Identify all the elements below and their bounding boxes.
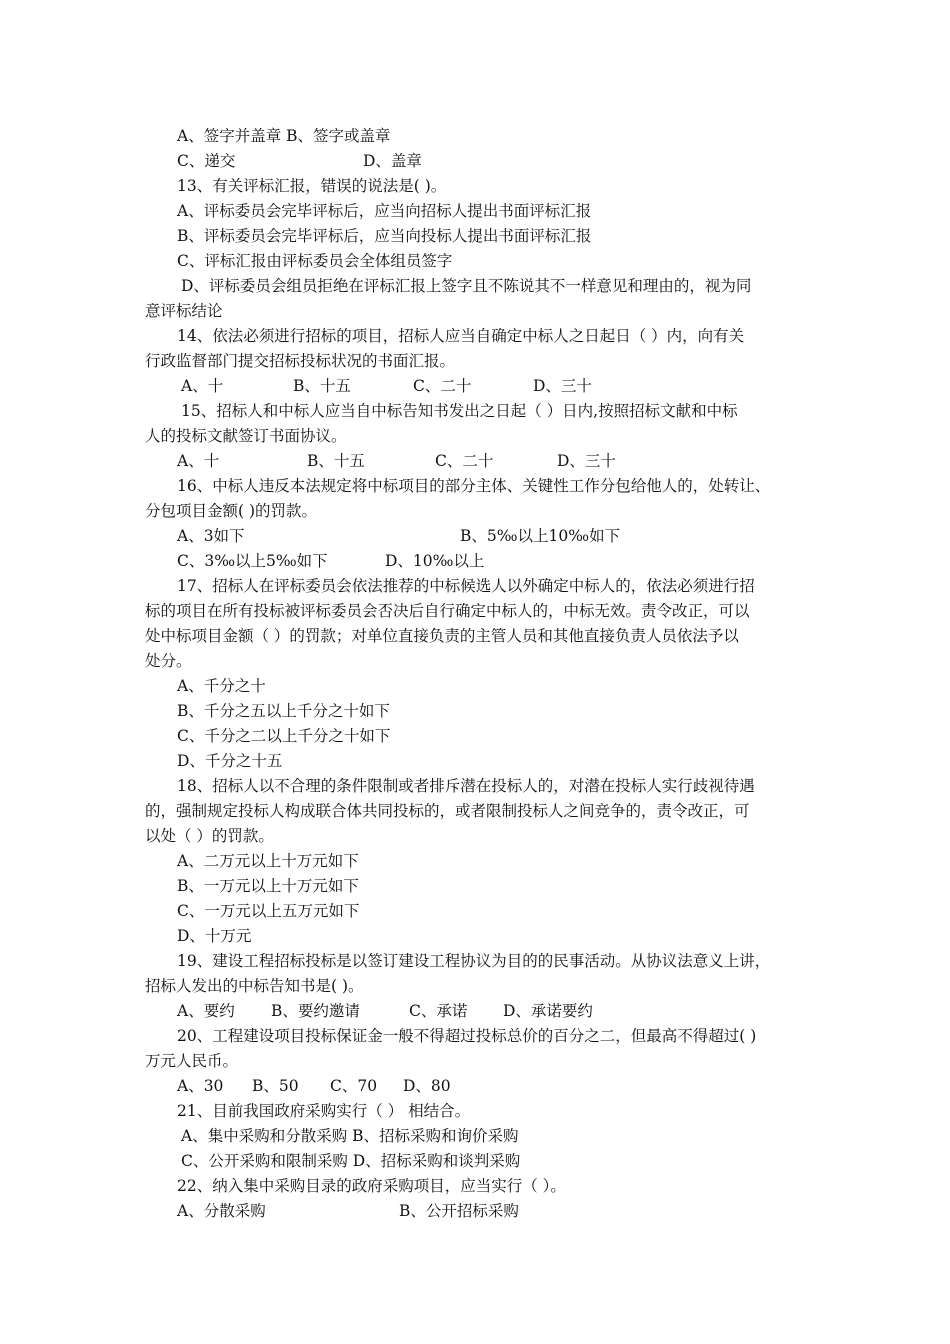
option-d: D、80 xyxy=(403,1077,451,1095)
option-d: D、承诺要约 xyxy=(503,1002,593,1020)
option-c: C、70 xyxy=(330,1077,378,1095)
option-row xyxy=(145,524,815,549)
option-a: A、要约 xyxy=(177,1002,235,1020)
option-row xyxy=(145,999,815,1024)
option-b: B、十五 xyxy=(307,452,365,470)
option-row xyxy=(145,549,815,574)
option-line: C、一万元以上五万元如下 xyxy=(177,902,360,920)
question-14: 14、依法必须进行招标的项目，招标人应当自确定中标人之日起日（ ）内，向有关 xyxy=(177,327,745,345)
option-d: D、盖章 xyxy=(363,152,422,170)
option-a: A、3如下 xyxy=(177,527,245,545)
option-d: D、三十 xyxy=(557,452,616,470)
option-line: B、一万元以上十万元如下 xyxy=(177,877,359,895)
option-b: B、要约邀请 xyxy=(271,1002,360,1020)
question-17: 17、招标人在评标委员会依法推荐的中标候选人以外确定中标人的，依法必须进行招 xyxy=(177,577,755,595)
question-15-cont: 人的投标文献签订书面协议。 xyxy=(145,427,347,445)
option-line: D、评标委员会组员拒绝在评标汇报上签字且不陈说其不一样意见和理由的，视为同 xyxy=(181,277,752,295)
option-line: A、签字并盖章 B、签字或盖章 xyxy=(177,127,391,145)
option-line: C、评标汇报由评标委员会全体组员签字 xyxy=(177,252,453,270)
option-b: B、50 xyxy=(252,1077,299,1095)
option-line: B、千分之五以上千分之十如下 xyxy=(177,702,390,720)
option-line: A、评标委员会完毕评标后，应当向招标人提出书面评标汇报 xyxy=(177,202,592,220)
question-19: 19、建设工程招标投标是以签订建设工程协议为目的的民事活动。从协议法意义上讲， xyxy=(177,952,771,970)
option-row xyxy=(145,1074,815,1099)
option-c: C、二十 xyxy=(413,377,472,395)
option-a: A、30 xyxy=(177,1077,224,1095)
option-line: B、评标委员会完毕评标后，应当向投标人提出书面评标汇报 xyxy=(177,227,592,245)
question-19-cont: 招标人发出的中标告知书是( )。 xyxy=(145,977,364,995)
question-14-cont: 行政监督部门提交招标投标状况的书面汇报。 xyxy=(145,352,456,370)
question-16-cont: 分包项目金额( )的罚款。 xyxy=(145,502,318,520)
question-17-cont: 处中标项目金额（ ）的罚款；对单位直接负责的主管人员和其他直接负责人员依法予以 xyxy=(145,627,739,645)
question-21: 21、目前我国政府采购实行（ ） 相结合。 xyxy=(177,1102,471,1120)
option-row xyxy=(145,1199,815,1224)
question-22: 22、纳入集中采购目录的政府采购项目，应当实行（ ）。 xyxy=(177,1177,566,1195)
option-c: C、二十 xyxy=(435,452,494,470)
question-17-cont: 处分。 xyxy=(145,652,192,670)
option-line: A、千分之十 xyxy=(177,677,266,695)
option-a: A、十 xyxy=(181,377,224,395)
option-line: A、集中采购和分散采购 B、招标采购和询价采购 xyxy=(181,1127,519,1145)
option-line: D、千分之十五 xyxy=(177,752,283,770)
question-13: 13、有关评标汇报，错误的说法是( )。 xyxy=(177,177,447,195)
option-a: A、十 xyxy=(177,452,220,470)
question-18: 18、招标人以不合理的条件限制或者排斥潜在投标人的，对潜在投标人实行歧视待遇 xyxy=(177,777,755,795)
option-line: A、二万元以上十万元如下 xyxy=(177,852,359,870)
option-c: C、承诺 xyxy=(409,1002,468,1020)
option-b: B、公开招标采购 xyxy=(399,1202,519,1220)
option-line xyxy=(145,149,815,174)
question-15: 15、招标人和中标人应当自中标告知书发出之日起（ ）日内,按照招标文献和中标 xyxy=(181,402,738,420)
question-17-cont: 标的项目在所有投标被评标委员会否决后自行确定中标人的，中标无效。责令改正，可以 xyxy=(145,602,750,620)
question-18-cont: 以处（ ）的罚款。 xyxy=(145,827,274,845)
option-b: B、十五 xyxy=(293,377,351,395)
option-line-cont: 意评标结论 xyxy=(145,302,223,320)
question-20-cont: 万元人民币。 xyxy=(145,1052,239,1070)
option-row xyxy=(145,374,815,399)
question-16: 16、中标人违反本法规定将中标项目的部分主体、关键性工作分包给他人的，处转让、 xyxy=(177,477,771,495)
option-row xyxy=(145,449,815,474)
question-20: 20、工程建设项目投标保证金一般不得超过投标总价的百分之二，但最高不得超过( ) xyxy=(177,1027,757,1045)
option-d: D、三十 xyxy=(533,377,592,395)
option-c: C、递交 xyxy=(177,152,236,170)
question-18-cont: 的，强制规定投标人构成联合体共同投标的，或者限制投标人之间竞争的，责令改正，可 xyxy=(145,802,750,820)
document-page xyxy=(145,124,815,1224)
option-line: C、千分之二以上千分之十如下 xyxy=(177,727,391,745)
option-b: B、5‰以上10‰如下 xyxy=(460,527,621,545)
option-d: D、10‰以上 xyxy=(385,552,485,570)
option-c: C、3‰以上5‰如下 xyxy=(177,552,328,570)
option-a: A、分散采购 xyxy=(177,1202,266,1220)
option-line: D、十万元 xyxy=(177,927,252,945)
option-line: C、公开采购和限制采购 D、招标采购和谈判采购 xyxy=(181,1152,521,1170)
